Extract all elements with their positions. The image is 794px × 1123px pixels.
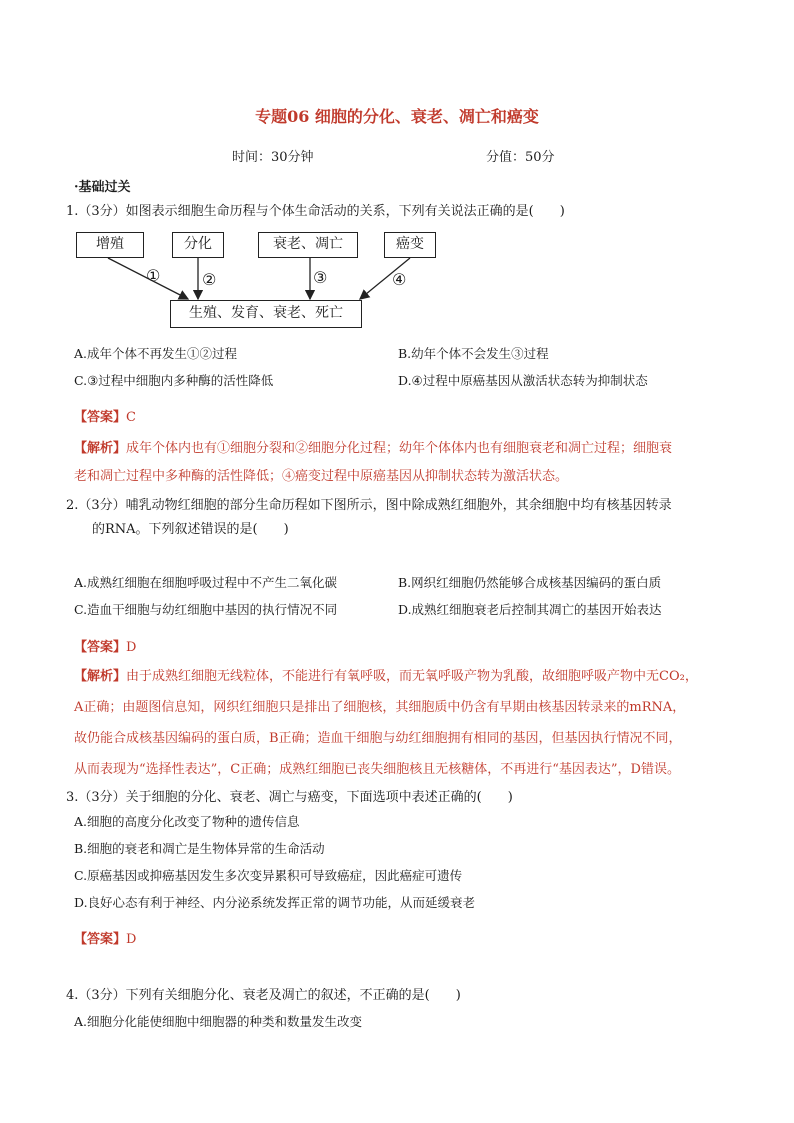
q2-explain-text-1: 由于成熟红细胞无线粒体，不能进行有氧呼吸，而无氧呼吸产物为乳酸，故细胞呼吸产物中无CO₂， [126,669,698,684]
mark-3: ③ [313,268,328,287]
box-proliferation: 增殖 [76,232,144,258]
q1-answer-label: 【答案】 [74,410,127,425]
q3-option-c: C.原癌基因或抑癌基因发生多次变异累积可导致癌症，因此癌症可遗传 [74,868,463,883]
mark-1: ① [146,266,161,285]
q2-explanation-line-2: A正确；由题图信息知，网织红细胞只是排出了细胞核，其细胞质中仍含有早期由核基因转录来的mRNA， [74,700,686,715]
q3-option-a: A.细胞的高度分化改变了物种的遗传信息 [74,814,300,829]
q4-option-a: A.细胞分化能使细胞中细胞器的种类和数量发生改变 [74,1014,363,1029]
q2-explanation-line-3: 故仍能合成核基因编码的蛋白质，B正确；造血干细胞与幼红细胞拥有相同的基因，但基因执行情况不同， [74,731,682,746]
q2-option-a: A.成熟红细胞在细胞呼吸过程中不产生二氧化碳 [74,575,338,590]
q1-explain-text-1: 成年个体内也有①细胞分裂和②细胞分化过程；幼年个体体内也有细胞衰老和凋亡过程；细胞衰 [126,441,673,456]
q4-stem: 4.（3分）下列有关细胞分化、衰老及凋亡的叙述，不正确的是( ) [66,988,461,1003]
q3-option-d: D.良好心态有利于神经、内分泌系统发挥正常的调节功能，从而延缓衰老 [74,895,476,910]
mark-2: ② [202,270,217,289]
q2-option-c: C.造血干细胞与幼红细胞中基因的执行情况不同 [74,602,338,617]
q3-answer-value: D [126,932,137,947]
q2-explanation-line-4: 从而表现为“选择性表达”，C正确；成熟红细胞已丧失细胞核且无核糖体，不再进行“基因表达”，D错误。 [74,762,680,777]
q2-stem-line-1: 2.（3分）哺乳动物红细胞的部分生命历程如下图所示，图中除成熟红细胞外，其余细胞中均有核基因转录 [66,498,672,513]
mark-4: ④ [392,270,407,289]
q2-option-b: B.网织红细胞仍然能够合成核基因编码的蛋白质 [398,575,662,590]
q1-option-a: A.成年个体不再发生①②过程 [74,346,238,361]
time-info: 时间：30分钟 [232,150,314,165]
diagram-arrows [0,0,794,400]
page-title: 专题06 细胞的分化、衰老、凋亡和癌变 [255,107,539,126]
q2-answer-value: D [126,640,137,655]
box-life-activity: 生殖、发育、衰老、死亡 [170,300,362,328]
q1-option-c: C.③过程中细胞内多种酶的活性降低 [74,373,274,388]
q1-answer [74,406,136,425]
q2-stem-line-2: 的RNA。下列叙述错误的是( ) [92,522,289,537]
q2-explain-label: 【解析】 [74,669,127,684]
q2-option-d: D.成熟红细胞衰老后控制其凋亡的基因开始表达 [398,602,662,617]
q1-answer-value: C [126,410,136,425]
q3-stem: 3.（3分）关于细胞的分化、衰老、凋亡与癌变，下面选项中表述正确的( ) [66,790,513,805]
q3-answer [74,928,136,947]
section-heading: ·基础过关 [74,180,131,195]
q3-answer-label: 【答案】 [74,932,127,947]
box-cancer: 癌变 [384,232,436,258]
q1-explanation-line-1 [74,437,672,456]
q1-stem: 1.（3分）如图表示细胞生命历程与个体生命活动的关系，下列有关说法正确的是( ) [66,204,565,219]
box-aging-apoptosis: 衰老、凋亡 [258,232,358,258]
q3-option-b: B.细胞的衰老和凋亡是生物体异常的生命活动 [74,841,325,856]
q1-option-d: D.④过程中原癌基因从激活状态转为抑制状态 [398,373,648,388]
box-differentiation: 分化 [172,232,224,258]
score-info: 分值：50分 [486,150,555,165]
q1-explanation-line-2: 老和凋亡过程中多种酶的活性降低；④癌变过程中原癌基因从抑制状态转为激活状态。 [74,469,569,484]
q1-explain-label: 【解析】 [74,441,127,456]
q2-explanation-line-1 [74,665,698,684]
q1-option-b: B.幼年个体不会发生③过程 [398,346,549,361]
q2-answer [74,636,136,655]
q2-answer-label: 【答案】 [74,640,127,655]
